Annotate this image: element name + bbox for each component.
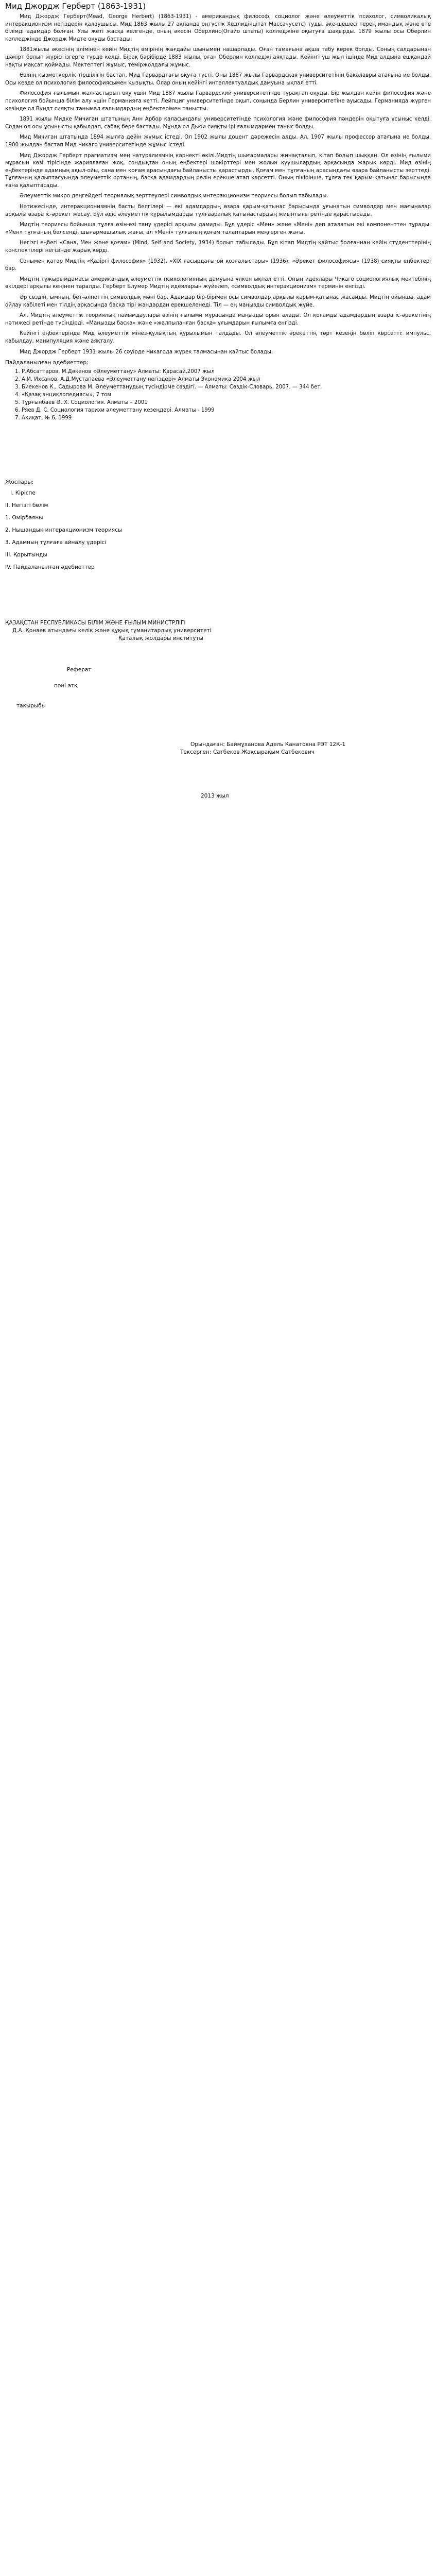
reference-item: 7. Ақиқат, № 6, 1999 — [22, 414, 431, 422]
paragraph: Мид Мичиган штатында 1894 жылға дейін жұмыс істеді. Ол 1902 жылы доцент дәрежесін алды. Ал, 1907 жылы профессор атағына ие болды. 1900 жылдан бастап Мид Чикаго университетінде жұмыс істеді. — [5, 134, 431, 148]
paragraph: Мид Джордж Герберт 1931 жылы 26 сәуірде Чикагода жүрек талмасынан қайтыс болады. — [20, 349, 273, 355]
paragraph: Мид Джордж Герберт прагматизм мен натурализмнің кəрнекті өкілі.Мидтің шығармалары жинақталып, кітап болып шыққан. Ол өзінің ғылыми мұрасын көзі тірісінде жариялаған жоқ, сондықтан оның еңбектері шәкірттері мен жолын қуушылардың арқасында жарық көрді. Мид өзінің еңбектерінде адамның ақыл-ойы, сана мен қоғам арасындағы байланысты қарастырды. Қоғам мен тұлғаның арасындағы өзара байланысты зерттеді. Тұлғаның қалыптасуында әлеуметтік ортаның, басқа адамдардың рөлін ерекше атап көрсетті. Оның пікірінше, тұлға тек қарым-қатынас барысында ғана қалыптасады. — [5, 152, 431, 189]
paragraph: 1881жылы әкесінің өлімінен кейін Мидтің өмірінің жағдайы шынымен нашарлады. Оған тамағына ақша табу керек болды. Соның салдарынан шәкірт болып жүрісі ізгерге түрде келді. Бірақ бәрібірде 1883 жылы, оған Оберлин колледжі аяқтады. Кейінгі үш жыл ішінде Мид алдына ешқандай нақты мақсат қоймады. Мектептегі жұмыс, теміржолдағы жұмыс. — [5, 47, 431, 68]
reference-item: 5. Тұрғынбаев Ә. Х. Социология. Алматы – 2001 — [22, 399, 431, 406]
paragraph: Мид Джордж Герберт(Mead, George Herbert) (1863-1931) - американдық философ, социолог және әлеуметтік психолог, символикалық интеракционизм негіздерін қалаушысы. Мид 1863 жылы 27 ақпанда оңтүстік Хедлидікцітат Массачусетс) туды. әке-шешесі терең имандық және өте білімді адамдар болған. Улы жеті жасқа келгенде, оның әкесін Оберлинс(Огайо штаты) колледжіне оқытуға шақырды. 1879 жылы осы Оберлин колледжінде Джордж Мидте оқуды бастады. — [5, 14, 431, 42]
paragraph: Нәтижесінде, интеракционизмнің басты белгілері — екі адамдардың өзара қарым-қатынас барысында ұғынатын символдар мен мағыналар арқылы өзара іс-әрекет жасау. Бұл әдіс әлеуметтік құрылымдарды тұлғааралық қатынастардың жиынтығы ретінде қарастырады. — [5, 204, 431, 217]
references-list — [10, 368, 431, 422]
paragraph: Философия ғылымын жалғастырып оқу үшін Мид 1887 жылы Гарвардский университетінде тұрақтап оқуды. Бір жылдан кейін философия және психология бойынша білім алу үшін Германияға кетті. Лейпциг университетінде оқып, соңында Берлин университетіне ауысады. Германияда жүрген кезінде ол Вундт сияқты танымал ғалымдардың еңбектерімен танысты. — [5, 91, 431, 112]
paragraph: Мидтің тұжырымдамасы американдық әлеуметтік психологияның дамуына үлкен ықпал етті. Оның идеялары Чикаго социологиялық мектебінің өкілдері арқылы кеңінен таралды. Герберт Блумер Мидтің идеяларын жүйелеп, «символдық интеракционизм» терминін енгізді. — [5, 276, 431, 290]
reference-item: 6. Ряев Д. С. Социология тарихи әлеуметтану кезеңдері. Алматы - 1999 — [22, 406, 431, 414]
paragraph: Ал, Мидтің әлеуметтік теориялық пайымдаулары өзінің ғылыми мұрасында маңызды орын алады. Ол қоғамды адамдардың өзара іс-әрекетінің нәтижесі ретінде түсіндірді. «Маңызды басқа» және «жалпыланған басқа» ұғымдарын ғылымға енгізді. — [5, 313, 431, 326]
plan-section — [5, 479, 431, 571]
reference-item: 3. Биекенов К., Садырова М. Әлеуметтанудың түсіндірме сөздігі. — Алматы: Сөздік-Словарь, 2007. — 344 бет. — [22, 383, 431, 391]
paragraph: Негізгі еңбегі «Сана, Мен және қоғам» (Mind, Self and Society, 1934) болып табылады. Бұл кітап Мидтің қайтыс болғаннан кейін студенттерінің конспектілері негізінде жарық көрді. — [5, 240, 431, 254]
blank-space — [5, 756, 431, 792]
author-line: Орындаған: Баймұханова Адель Канатовна РЭТ 12К-1 — [190, 741, 346, 748]
blank-space — [5, 674, 431, 682]
paragraph: 1891 жылы Мидке Мичиган штатының Анн Арбор қаласындағы университетінде психология және философия пәндерін оқытуға ұсыныс келді. Содан ол осы ұсынысты қабылдап, сабақ бере бастады. Мұнда ол Дьюи сияқты ірі ғалымдармен таныс болды. — [5, 116, 431, 130]
subject-label: пәні атқ — [54, 683, 78, 689]
plan-item: 1. Өмірбаяны — [5, 515, 43, 521]
references-heading: Пайдаланылған әдебиеттер: — [5, 360, 89, 366]
plan-item: ІІІ. Қорытынды — [5, 552, 47, 558]
plan-heading: Жоспары: — [5, 479, 34, 486]
reference-item: 2. А.И. Ихсанов, А.Д.Мұстапаева «Әлеуметтану негіздері» Алматы Экономика 2004 жыл — [22, 376, 431, 383]
plan-item: І. Кіріспе — [10, 490, 36, 497]
plan-item: IV. Пайдаланылған әдебиеттер — [5, 564, 95, 571]
plan-item: 2. Нышандық интеракционизм теориясы — [5, 527, 123, 534]
department-name: Қаталық жолдары институты — [118, 635, 203, 642]
theme-label: тақырыбы — [16, 703, 46, 709]
checker-line: Тексерген: Сатбеков Жақсырақым Сатбекович — [180, 749, 315, 756]
paragraph: Мидтің теориясы бойынша тұлға өзін-өзі тану үдерісі арқылы дамиды. Бұл үдеріс «Мен» және «Мені» деп аталатын екі компоненттен тұрады. «Мен» тұлғаның белсенді, шығармашылық жағы, ал «Мені» тұлғаның қоғам талаптарын меңгерген жағы. — [5, 222, 431, 235]
document-page — [0, 0, 436, 812]
reference-item: 4. «Қазақ энциклопедиясы», 7 том — [22, 391, 431, 399]
blank-space — [5, 576, 431, 619]
reference-item: 1. Р.Абсаттаров, М.Дәкенов «Әлеуметтану» Алматы: Қарасай,2007 жыл — [22, 368, 431, 376]
blank-space — [5, 422, 431, 479]
paragraph: Өзінің қызметкерлік тіршілігін бастап, Мид Гарвардтағы оқуға түсті. Оны 1887 жылы Гарвардская университетінің бакалавры атағына ие болды. Осы кезде ол психология философиясымен қызықты. Олар оның кейінгі интеллектуалдық дамуына ықпал етті. — [5, 73, 431, 86]
plan-item: 3. Адамның тұлғаға айналу үдерісі — [5, 539, 107, 546]
paragraph: Сонымен қатар Мидтің «Қазіргі философия» (1932), «ХІХ ғасырдағы ой қозғалыстары» (1936), «Әрекет философиясы» (1938) сияқты еңбектері бар. — [5, 258, 431, 272]
paragraph: Әлеуметтік микро деңгейдегі теориялық зерттеулері символдық интеракционизм теориясы болып табылады. — [20, 193, 328, 199]
blank-space — [5, 642, 431, 666]
plan-item: ІІ. Негізгі бөлім — [5, 502, 48, 509]
page-title: Мид Джордж Герберт (1863-1931) — [5, 2, 146, 11]
paragraph: Кейінгі еңбектерінде Мид әлеуметтік мінез-құлықтың құрылымын талдады. Ол әлеуметтік әрекеттің төрт кезеңін бөліп көрсетті: импульс, қабылдау, манипуляция және аяқталу. — [5, 331, 431, 344]
blank-space — [5, 690, 431, 702]
work-type: Реферат — [67, 667, 92, 673]
university-name: Д.А. Қонаев атындағы келік және құқық гуманитарлық университеті — [12, 628, 212, 634]
article-body — [5, 13, 431, 356]
blank-space — [5, 710, 431, 741]
year-line: 2013 жыл — [201, 793, 229, 800]
paragraph: Әр сөздің, ымның, бет-әлпеттің символдық мәні бар. Адамдар бір-бірімен осы символдар арқылы қарым-қатынас жасайды. Мидтің ойынша, адам ойлау қабілеті мен тілдің арқасында басқа тірі жандардан ерекшеленеді. Тіл — ең маңызды символдық жүйе. — [5, 295, 431, 308]
ministry-name: ҚАЗАҚСТАН РЕСПУБЛИКАСЫ БІЛІМ ЖӘНЕ ҒЫЛЫМ МИНИСТРЛІГІ — [5, 620, 186, 626]
cover-page — [5, 619, 431, 800]
